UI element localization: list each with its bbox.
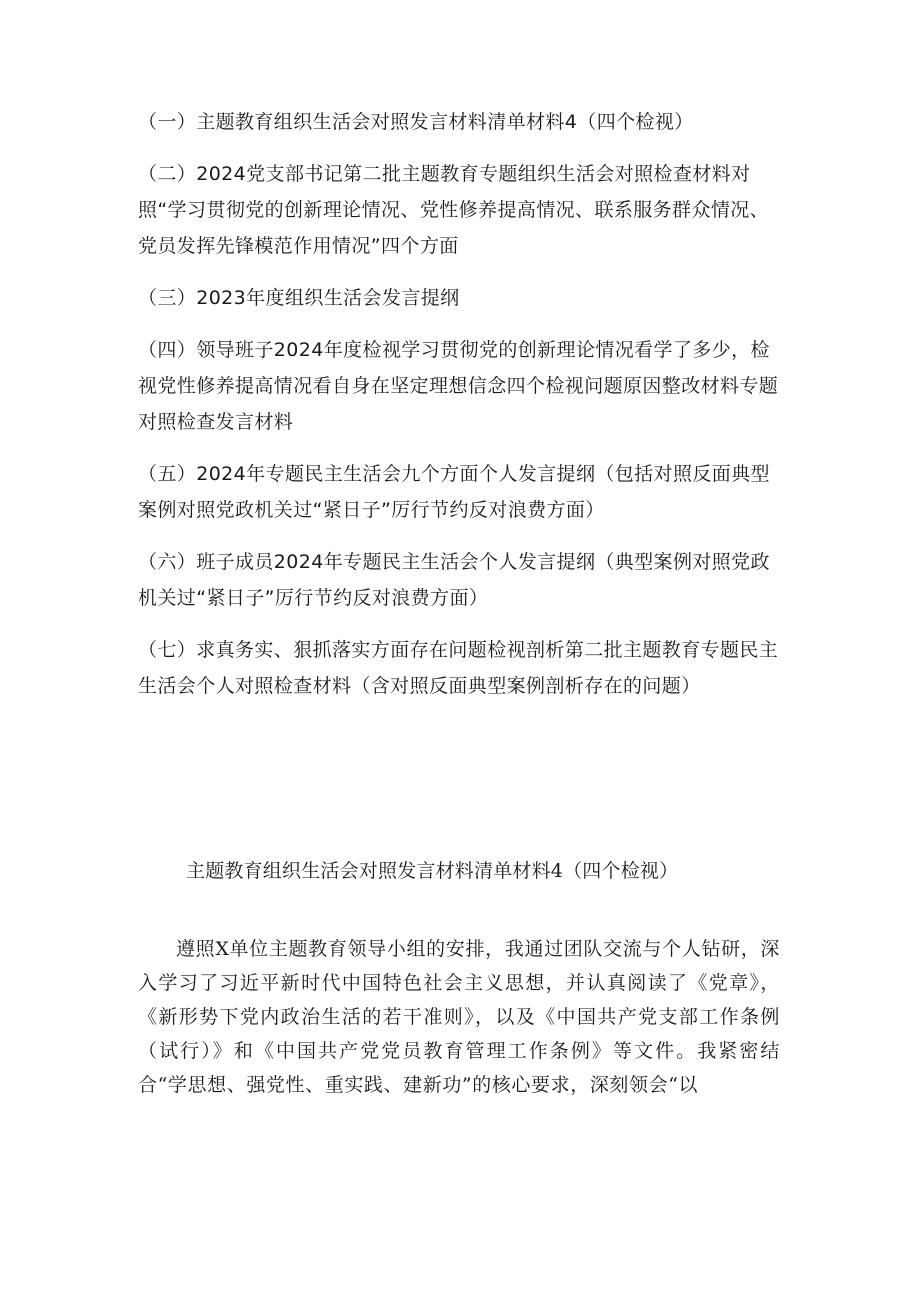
toc-item-7: （七）求真务实、狠抓落实方面存在问题检视剖析第二批主题教育专题民主生活会个人对照检查材料（含对照反面典型案例剖析存在的问题）: [138, 639, 779, 697]
toc-item-2: （二）2024党支部书记第二批主题教育专题组织生活会对照检查材料对照“学习贯彻党的创新理论情况、党性修养提高情况、联系服务群众情况、党员发挥先锋模范作用情况”四个方面: [138, 163, 770, 257]
toc-item-6: （六）班子成员2024年专题民主生活会个人发言提纲（典型案例对照党政机关过“紧日子”厉行节约反对浪费方面）: [138, 551, 770, 609]
table-of-contents: [138, 104, 780, 720]
toc-item-3: （三）2023年度组织生活会发言提纲: [138, 287, 460, 309]
document-title: 主题教育组织生活会对照发言材料清单材料4（四个检视）: [186, 860, 679, 882]
document-body: [138, 932, 780, 1102]
toc-item-1: （一）主题教育组织生活会对照发言材料清单材料4（四个检视）: [138, 111, 694, 133]
body-paragraph: 遵照X单位主题教育领导小组的安排，我通过团队交流与个人钻研，深入学习了习近平新时代中国特色社会主义思想，并认真阅读了《党章》，《新形势下党内政治生活的若干准则》，以及《中国共产党支部工作条例（试行）》和《中国共产党党员教育管理工作条例》等文件。我紧密结合“学思想、强党性、重实践、建新功”的核心要求，深刻领会“以: [138, 938, 780, 1096]
toc-item-4: （四）领导班子2024年度检视学习贯彻党的创新理论情况看学了多少，检视党性修养提高情况看自身在坚定理想信念四个检视问题原因整改材料专题对照检查发言材料: [138, 339, 779, 433]
toc-item-5: （五）2024年专题民主生活会九个方面个人发言提纲（包括对照反面典型案例对照党政机关过“紧日子”厉行节约反对浪费方面）: [138, 463, 770, 521]
